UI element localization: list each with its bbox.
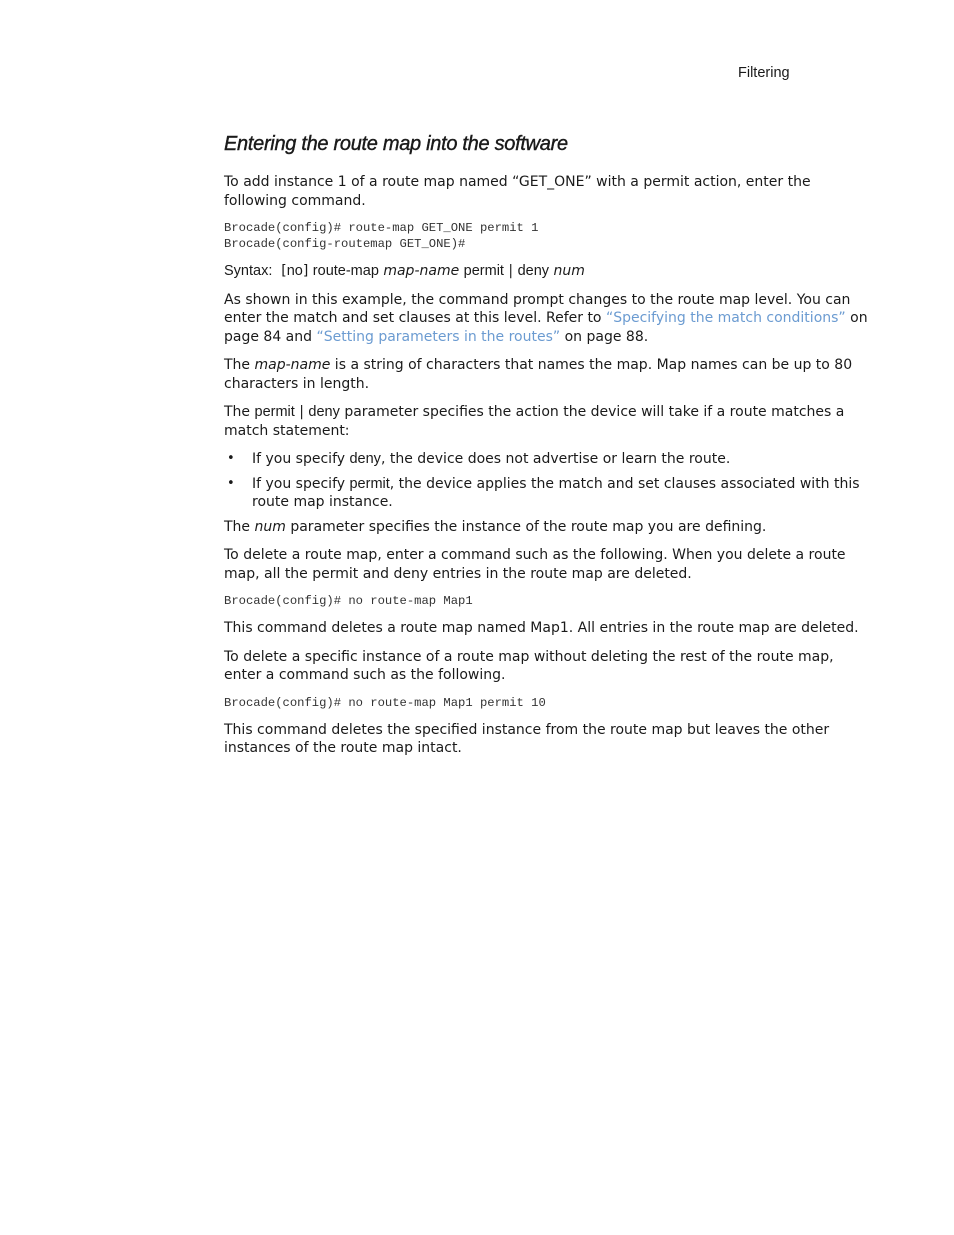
bullet-text-2: , the device does not advertise or learn the route. <box>380 451 731 467</box>
bullet-icon: • <box>227 451 235 466</box>
prompt-text-3: on page 88. <box>560 328 649 345</box>
list-item <box>224 475 874 512</box>
num-variable: num <box>254 518 286 535</box>
syntax-map-name-variable: map-name <box>383 263 460 279</box>
syntax-open-bracket: [ <box>281 263 287 279</box>
intro-paragraph: To add instance 1 of a route map named “GET_ONE” with a permit action, enter the following command. <box>224 174 811 209</box>
list-item <box>224 450 874 469</box>
map-name-variable: map-name <box>254 357 331 373</box>
syntax-label: Syntax: <box>224 263 273 279</box>
delete-instance-paragraph: To delete a specific instance of a route map without deleting the rest of the route map, enter a command such as the following. <box>224 648 834 683</box>
permit-keyword: permit <box>254 404 295 420</box>
num-paragraph <box>224 518 874 537</box>
prompt-text-1: As shown in this example, the command prompt changes to the route map level. You can enter the match and set clauses at this level. Refer to <box>224 291 851 326</box>
syntax-num-variable: num <box>553 263 585 279</box>
code-example-route-map: Brocade(config)# route-map GET_ONE permit 1 Brocade(config-routemap GET_ONE)# <box>224 221 539 251</box>
code-example-delete-map: Brocade(config)# no route-map Map1 <box>224 594 473 608</box>
xref-setting-parameters-link[interactable]: “Setting parameters in the routes” <box>316 328 561 345</box>
map-name-text-1: The <box>224 357 255 373</box>
bullet-text-2: , the device applies the match and set clauses associated with this route map instance. <box>252 475 860 510</box>
bullet-icon: • <box>227 475 235 491</box>
map-name-paragraph <box>224 356 874 393</box>
code-example-delete-instance: Brocade(config)# no route-map Map1 permit 10 <box>224 695 546 710</box>
bullet-keyword: deny <box>349 451 381 467</box>
syntax-command-keyword: route-map <box>312 263 379 279</box>
bullet-text-1: If you specify <box>252 451 350 467</box>
num-text-1: The <box>224 518 255 535</box>
delete-result-paragraph: This command deletes a route map named Map1. All entries in the route map are deleted. <box>224 620 859 636</box>
page-content <box>224 133 874 768</box>
syntax-permit-keyword: permit <box>463 263 504 279</box>
bullet-text-1: If you specify <box>252 475 350 492</box>
bullet-keyword: permit <box>349 475 390 492</box>
xref-match-conditions-link[interactable]: “Specifying the match conditions” <box>605 310 846 326</box>
delete-instance-result-paragraph: This command deletes the specified instance from the route map but leaves the other instances of the route map intact. <box>224 721 830 756</box>
delete-route-map-paragraph: To delete a route map, enter a command such as the following. When you delete a route map, all the permit and deny entries in the route map are deleted. <box>224 547 846 582</box>
syntax-no-keyword: no <box>286 263 303 279</box>
running-header-section: Filtering <box>738 65 790 81</box>
map-name-text-2: is a string of characters that names the map. Map names can be up to 80 characters in length. <box>224 357 853 392</box>
section-title: Entering the route map into the software <box>224 133 568 155</box>
num-text-2: parameter specifies the instance of the route map you are defining. <box>285 518 767 535</box>
permit-deny-paragraph <box>224 403 874 440</box>
syntax-close-bracket: ] <box>302 263 309 279</box>
syntax-pipe: | <box>508 263 514 279</box>
syntax-deny-keyword: deny <box>517 263 550 279</box>
action-bullet-list <box>224 450 874 512</box>
prompt-text-2: on page 84 and <box>224 310 868 345</box>
permit-deny-text-1: The <box>224 404 255 420</box>
permit-deny-text-2: parameter specifies the action the device will take if a route matches a match statement: <box>224 404 845 439</box>
permit-deny-pipe: | <box>294 404 309 420</box>
syntax-line <box>224 262 874 281</box>
prompt-change-paragraph <box>224 291 874 347</box>
deny-keyword: deny <box>308 404 340 420</box>
